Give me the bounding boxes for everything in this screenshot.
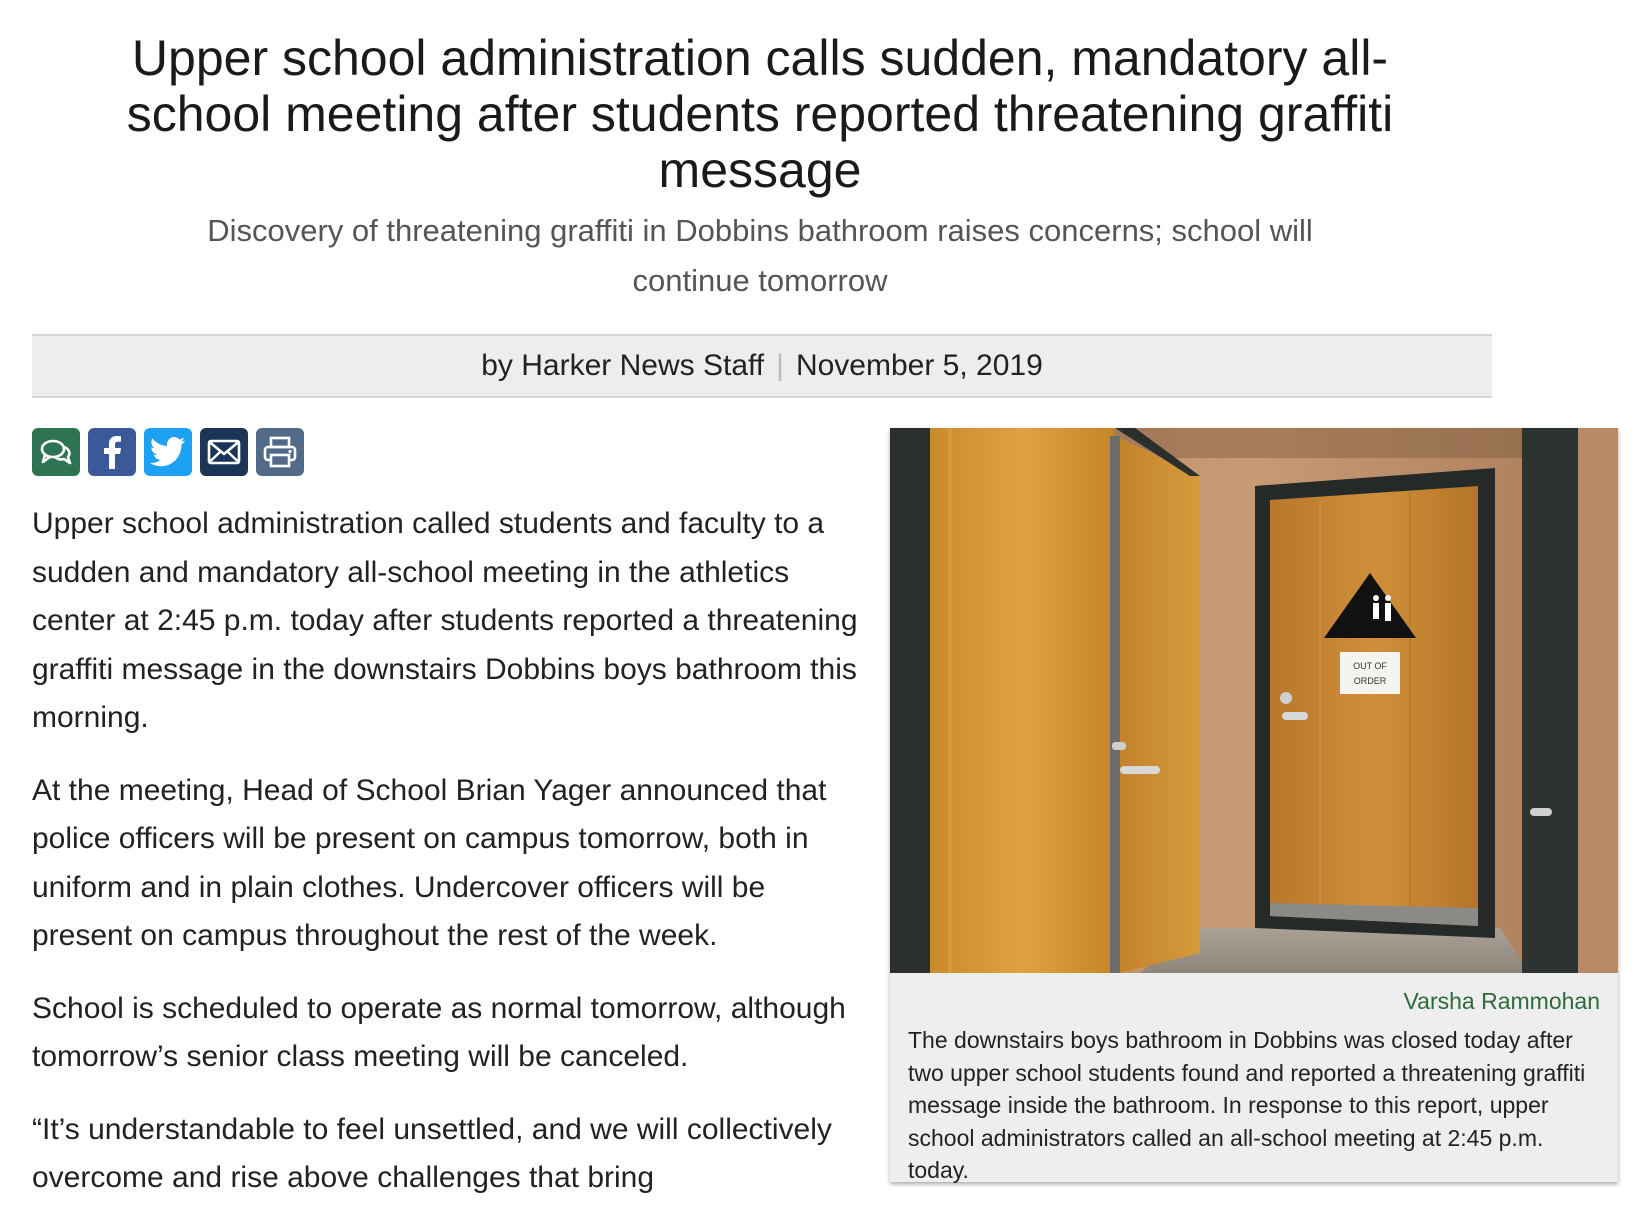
article-deck: Discovery of threatening graffiti in Dobbins bathroom raises concerns; school will continue tomorrow [207, 213, 1313, 298]
photo-caption: The downstairs boys bathroom in Dobbins was closed today after two upper school students found and reported a threatening graffiti message inside the bathroom. In response to this report, upper school administrators called an all-school meeting at 2:45 p.m. today. [908, 1027, 1586, 1183]
email-share-button[interactable] [200, 428, 248, 476]
comment-icon [39, 437, 73, 467]
article-figure [890, 428, 1618, 1182]
sign-text-line2: ORDER [1353, 676, 1387, 686]
bathroom-door-photo[interactable] [890, 428, 1618, 973]
article-paragraph: At the meeting, Head of School Brian Yager announced that police officers will be present on campus tomorrow, both in uniform and in plain clothes. Undercover officers will be present on campus throughout the rest of the week. [32, 773, 827, 952]
twitter-share-button[interactable] [144, 428, 192, 476]
share-toolbar [32, 428, 304, 476]
article-paragraph: Upper school administration called students and faculty to a sudden and mandatory all-school meeting in the athletics center at 2:45 p.m. today after students reported a threatening graffiti message in the downstairs Dobbins boys bathroom this morning. [32, 507, 858, 734]
twitter-icon [150, 437, 186, 467]
byline-separator: | [776, 349, 784, 382]
byline-bar [32, 334, 1492, 398]
photo-credit[interactable]: Varsha Rammohan [1403, 988, 1600, 1014]
print-icon [263, 436, 297, 468]
comment-button[interactable] [32, 428, 80, 476]
article-headline: Upper school administration calls sudden, mandatory all-school meeting after students reported threatening graffiti message [126, 30, 1394, 198]
byline-author[interactable]: by Harker News Staff [481, 349, 765, 382]
article-body [32, 500, 862, 1227]
facebook-icon [102, 435, 122, 469]
article-paragraph: “It’s understandable to feel unsettled, and we will collectively overcome and rise above challenges that bring [32, 1112, 832, 1194]
print-button[interactable] [256, 428, 304, 476]
article-paragraph: School is scheduled to operate as normal tomorrow, although tomorrow’s senior class meeting will be canceled. [32, 991, 846, 1073]
facebook-share-button[interactable] [88, 428, 136, 476]
byline-date: November 5, 2019 [795, 349, 1043, 382]
email-icon [207, 439, 241, 465]
sign-text-line1: OUT OF [1353, 661, 1387, 671]
